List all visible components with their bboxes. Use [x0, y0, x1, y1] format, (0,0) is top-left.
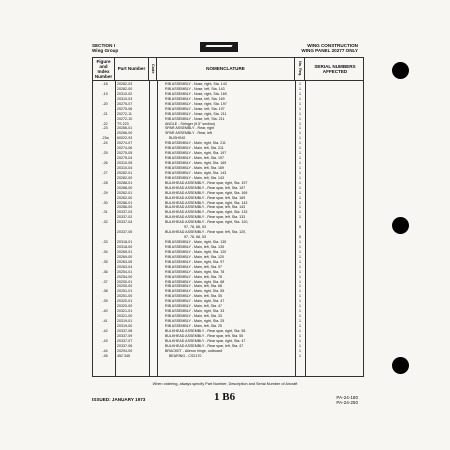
nomenclature: BULKHEAD ASSEMBLY - Rear spar, right, Sta. 120,: [165, 220, 249, 225]
nomenclature: RIB ASSEMBLY - Nose, left, Sta. 143: [165, 86, 225, 91]
header-part-number: Part Number: [115, 58, 149, 80]
quantity: 1: [299, 106, 301, 111]
part-number: 20337-07: [117, 338, 133, 343]
figure-index: -43: [102, 338, 108, 343]
nomenclature: RIB ASSEMBLY - Main, left, Sta. 33: [165, 314, 222, 319]
part-number: 20251-01: [117, 289, 133, 294]
quantity: 1: [299, 279, 301, 284]
nomenclature: BULKHEAD ASSEMBLY - Rear spar, right, Sta. 143: [165, 200, 248, 205]
part-number: 20254-00: [117, 274, 133, 279]
quantity: 1: [299, 264, 301, 269]
quantity: 1: [299, 299, 301, 304]
part-number: 20337-02: [117, 215, 133, 220]
quantity: 1: [299, 309, 301, 314]
quantity: 1: [299, 190, 301, 195]
ordering-note: When ordering, always specify Part Number, Description and Serial Number of Aircraft: [152, 382, 298, 386]
quantity: 1: [299, 86, 301, 91]
figure-index: -25: [102, 151, 108, 156]
figure-index: -26: [102, 161, 108, 165]
figure-index: -23: [102, 126, 108, 131]
nomenclature: BULKHEAD ASSEMBLY - Rear spar, right, Sta. 197: [165, 180, 248, 185]
part-number: 20318-01: [117, 240, 133, 244]
figure-index: -23a: [101, 136, 109, 141]
nomenclature: RIB ASSEMBLY - Nose, right, Sta. 169: [165, 91, 227, 96]
nomenclature: RIB ASSEMBLY - Main, right, Sta. 197: [165, 151, 227, 156]
table-row: [93, 354, 363, 359]
nomenclature: BULKHEAD ASSEMBLY - Rear spar, right, Sta. 55: [165, 328, 246, 333]
part-number: 20337-09: [117, 333, 133, 338]
figure-index: -31: [102, 210, 108, 215]
page-topic-header: [301, 43, 358, 54]
part-number: 20286-01: [117, 200, 133, 205]
quantity: 1: [299, 91, 301, 96]
quantity: 1: [299, 274, 301, 279]
quantity: 1: [299, 284, 301, 289]
nomenclature: BULKHEAD ASSEMBLY - Rear spar, left, Sta. 47: [165, 343, 244, 348]
quantity: 1: [299, 304, 301, 309]
parts-table: [92, 57, 364, 377]
quantity: 1: [299, 165, 301, 170]
figure-index: -30: [102, 200, 108, 205]
model-number: PA-24-180: [336, 395, 358, 400]
nomenclature: ANGLE - Stringer (9.5" section): [165, 121, 216, 126]
quantity: 1: [299, 205, 301, 210]
figure-index: -22: [102, 121, 108, 126]
figure-index: -38: [102, 289, 108, 294]
topic-subtitle: WING PANEL 20277 ONLY: [301, 48, 358, 54]
nomenclature: BULKHEAD ASSEMBLY - Rear spar, right, Sta. 47: [165, 338, 246, 343]
quantity: 1: [299, 121, 301, 126]
part-number: 20272-11: [117, 111, 132, 116]
nomenclature: RIB ASSEMBLY - Nose, left, Sta. 211: [165, 116, 225, 121]
quantity: 1: [299, 343, 301, 348]
part-number: 20263-05: [117, 259, 133, 264]
table-body: [93, 82, 363, 359]
nomenclature: RIB ASSEMBLY - Main, right, Sta. 211: [165, 141, 226, 146]
nomenclature: BEARING - CS2170: [165, 353, 202, 358]
figure-index: -19: [102, 91, 108, 96]
quantity: 5: [299, 235, 301, 240]
quantity: 1: [299, 126, 301, 131]
header-nomenclature: NOMENCLATURE: [157, 58, 295, 80]
quantity: 1: [299, 254, 301, 259]
nomenclature: BULKHEAD ASSEMBLY - Rear spar, left, Sta. 120,: [165, 230, 247, 235]
figure-index: -33: [102, 240, 108, 244]
part-number: 20319-00: [117, 323, 133, 328]
quantity: 1: [299, 338, 301, 343]
figure-index: -27: [102, 170, 108, 175]
part-number: 20282-00: [117, 86, 133, 91]
quantity: 1: [299, 116, 301, 121]
part-number: 20251-00: [117, 294, 133, 299]
part-number: 20282-03: [117, 82, 133, 86]
section-title: SECTION I: [92, 43, 115, 48]
quantity: 1: [299, 249, 301, 254]
part-number: 20275-05: [117, 151, 133, 156]
quantity: 1: [299, 151, 301, 156]
nomenclature: BULKHEAD ASSEMBLY - Rear spar, left, Sta. 143: [165, 205, 246, 210]
part-number: 20286-00: [117, 205, 133, 210]
nomenclature: BRACKET - Aileron hinge, outboard: [165, 348, 223, 353]
nomenclature: RIB ASSEMBLY - Main, left, Sta. 197: [165, 156, 224, 161]
figure-index: -45: [102, 353, 108, 358]
quantity: 1: [299, 294, 301, 299]
quantity: 1: [299, 131, 301, 136]
quantity: 1: [299, 82, 301, 86]
nomenclature: RIB ASSEMBLY - Main, left, Sta. 120: [165, 254, 224, 259]
figure-index: -28: [102, 180, 108, 185]
manufacturer-logo: [200, 42, 238, 52]
nomenclature: 97, 78, 68, 53: [165, 225, 206, 230]
figure-index: -35: [102, 259, 108, 264]
nomenclature: BULKHEAD ASSEMBLY - Rear spar, right, Sta. 169: [165, 190, 248, 195]
part-number: 20337-06: [117, 343, 133, 348]
figure-index: -41: [102, 319, 108, 323]
part-number: 20320-00: [117, 304, 133, 309]
part-number: 20262-00: [117, 195, 133, 200]
nomenclature: BULKHEAD ASSEMBLY - Rear spar, left, Sta. 197: [165, 185, 246, 190]
nomenclature: RIB ASSEMBLY - Nose, right, Sta. 143: [165, 82, 227, 86]
quantity: 5: [299, 225, 301, 230]
part-number: 20321-01: [117, 309, 133, 314]
nomenclature: RIB ASSEMBLY - Main, left, Sta. 68: [165, 284, 222, 289]
quantity: 1: [299, 215, 301, 220]
nomenclature: RIB ASSEMBLY - Main, left, Sta. 211: [165, 146, 224, 151]
figure-index: -37: [102, 279, 108, 284]
nomenclature: RIB ASSEMBLY - Main, left, Sta. 169: [165, 165, 224, 170]
nomenclature: RIB ASSEMBLY - Main, left, Sta. 25: [165, 323, 222, 328]
part-number: 20310-05: [117, 161, 133, 165]
issue-date: ISSUED: JANUARY 1973: [92, 397, 146, 402]
quantity: 1: [299, 289, 301, 294]
figure-index: -18: [102, 82, 108, 86]
figure-index: -36: [102, 269, 108, 274]
figure-index: -44: [102, 348, 108, 353]
quantity: 1: [299, 195, 301, 200]
nomenclature: RIB ASSEMBLY - Main, left, Sta. 97: [165, 264, 222, 269]
nomenclature: BULKHEAD ASSEMBLY - Rear spar, left, Sta. 55: [165, 333, 244, 338]
quantity: 1: [299, 170, 301, 175]
part-number: 20266-01: [117, 126, 133, 131]
quantity: 1: [299, 101, 301, 106]
part-number: 20337-03: [117, 210, 133, 215]
quantity: 1: [299, 244, 301, 249]
part-number: 20310-03: [117, 96, 133, 101]
nomenclature: RIB ASSEMBLY - Main, left, Sta. 78: [165, 274, 222, 279]
section-subtitle: Wing Group: [92, 48, 119, 54]
nomenclature: RIB ASSEMBLY - Nose, right, Sta. 211: [165, 111, 227, 116]
nomenclature: RIB ASSEMBLY - Main, right, Sta. 120: [165, 249, 227, 254]
nomenclature: RIB ASSEMBLY - Main, right, Sta. 78: [165, 269, 225, 274]
quantity: 1: [299, 259, 301, 264]
model-number: PA-24-250: [336, 400, 358, 406]
part-number: 20275-07: [117, 101, 133, 106]
nomenclature: RIB ASSEMBLY - Main, right, Sta. 55: [165, 289, 225, 294]
quantity: 1: [299, 136, 301, 141]
part-number: 20200-00: [117, 284, 133, 289]
nomenclature: RIB ASSEMBLY - Main, left, Sta. 47: [165, 304, 222, 309]
punch-hole-top: [392, 62, 409, 79]
punch-hole-bottom: [392, 357, 409, 374]
quantity: 1: [299, 146, 301, 151]
nomenclature: BUSHING: [165, 136, 186, 141]
figure-index: -40: [102, 309, 108, 314]
nomenclature: RIB ASSEMBLY - Main, right, Sta. 97: [165, 259, 225, 264]
quantity: 1: [299, 314, 301, 319]
part-number: 20200-01: [117, 279, 133, 284]
part-number: 20337-04: [117, 220, 133, 225]
nomenclature: RIB ASSEMBLY - Nose, right, Sta. 197: [165, 101, 227, 106]
punch-hole-middle: [392, 217, 409, 234]
part-number: 20337-05: [117, 230, 133, 235]
quantity: 1: [299, 210, 301, 215]
figure-index: -21: [102, 111, 108, 116]
quantity: 1: [299, 141, 301, 146]
figure-index: -32: [102, 220, 108, 225]
nomenclature: RIB ASSEMBLY - Nose, left, Sta. 169: [165, 96, 225, 101]
quantity: 1: [299, 175, 301, 180]
part-number: 20310-02: [117, 91, 133, 96]
quantity: 1: [299, 353, 301, 358]
nomenclature: RIB ASSEMBLY - Main, right, Sta. 47: [165, 299, 225, 304]
nomenclature: RIB ASSEMBLY - Main, left, Sta. 143: [165, 175, 224, 180]
part-number: 20274-07: [117, 141, 133, 146]
nomenclature: BULKHEAD ASSEMBLY - Rear spar, left, Sta. 169: [165, 195, 246, 200]
header-quantity: No. Req.: [295, 58, 305, 80]
page-number: 1 B6: [214, 391, 236, 403]
figure-index: -39: [102, 299, 108, 304]
nomenclature: RIB ASSEMBLY - Main, right, Sta. 143: [165, 170, 227, 175]
header-figure: Figure and Index Number: [93, 58, 115, 80]
part-number: 20266-00: [117, 131, 133, 136]
part-number: 20254-01: [117, 269, 133, 274]
part-number: 20275-04: [117, 156, 133, 161]
part-number: 20262-01: [117, 190, 133, 195]
part-number: 20337-08: [117, 328, 133, 333]
quantity: 1: [299, 200, 301, 205]
part-number: 452 345: [117, 353, 130, 358]
nomenclature: RIB ASSEMBLY - Main, right, Sta. 68: [165, 279, 225, 284]
nomenclature: SPAR ASSEMBLY - Rear, left: [165, 131, 212, 136]
part-number: 20274-06: [117, 146, 133, 151]
quantity: 1: [299, 328, 301, 333]
part-number: 20263-04: [117, 264, 133, 269]
figure-index: -34: [102, 249, 108, 254]
quantity: 1: [299, 333, 301, 338]
figure-index: -29: [102, 190, 108, 195]
nomenclature: BULKHEAD ASSEMBLY - Rear spar, right, Sta. 133: [165, 210, 248, 215]
figure-index: -24: [102, 141, 108, 146]
quantity: 1: [299, 319, 301, 323]
header-divider: [93, 80, 363, 81]
part-number: 20310-04: [117, 165, 133, 170]
part-number: 20294-00: [117, 348, 133, 353]
nomenclature: BULKHEAD ASSEMBLY - Rear spar, left, Sta. 133: [165, 215, 246, 220]
nomenclature: RIB ASSEMBLY - Main, left, Sta. 135: [165, 244, 224, 249]
header-code: Code: [149, 58, 157, 80]
quantity: 1: [299, 240, 301, 244]
figure-index: -20: [102, 101, 108, 106]
part-number: 20320-01: [117, 299, 133, 304]
header-serial-numbers: SERIAL NUMBERS AFFECTED: [314, 63, 356, 74]
nomenclature: RIB ASSEMBLY - Main, right, Sta. 25: [165, 319, 225, 323]
model-numbers: [336, 395, 358, 406]
nomenclature: RIB ASSEMBLY - Main, left, Sta. 55: [165, 294, 222, 299]
nomenclature: RIB ASSEMBLY - Main, right, Sta. 33: [165, 309, 225, 314]
part-number: 20321-00: [117, 314, 133, 319]
quantity: 1: [299, 161, 301, 165]
part-number: TS 223: [117, 121, 129, 126]
part-number: 20288-01: [117, 180, 133, 185]
nomenclature: 97, 78, 68, 53: [165, 235, 206, 240]
part-number: 20269-00: [117, 254, 133, 259]
nomenclature: RIB ASSEMBLY - Nose, left, Sta. 197: [165, 106, 225, 111]
part-number: 20269-01: [117, 249, 133, 254]
part-number: 20318-00: [117, 244, 133, 249]
nomenclature: SPAR ASSEMBLY - Rear, right: [165, 126, 215, 131]
part-number: 60022-93: [117, 136, 133, 141]
quantity: 1: [299, 185, 301, 190]
quantity: 1: [299, 323, 301, 328]
part-number: 20288-00: [117, 185, 133, 190]
part-number: 20275-06: [117, 106, 133, 111]
part-number: 20282-00: [117, 175, 133, 180]
quantity: 1: [299, 180, 301, 185]
part-number: 20282-01: [117, 170, 133, 175]
quantity: 1: [299, 269, 301, 274]
quantity: 1: [299, 156, 301, 161]
nomenclature: RIB ASSEMBLY - Main, right, Sta. 135: [165, 240, 227, 244]
nomenclature: RIB ASSEMBLY - Main, right, Sta. 169: [165, 161, 227, 165]
topic-title: WING CONSTRUCTION: [307, 43, 358, 48]
section-header: [92, 43, 118, 54]
quantity: 1: [299, 111, 301, 116]
part-number: 20319-01: [117, 319, 133, 323]
part-number: 20272-10: [117, 116, 133, 121]
figure-index: -42: [102, 328, 108, 333]
quantity: 1: [299, 348, 301, 353]
quantity: 1: [299, 96, 301, 101]
